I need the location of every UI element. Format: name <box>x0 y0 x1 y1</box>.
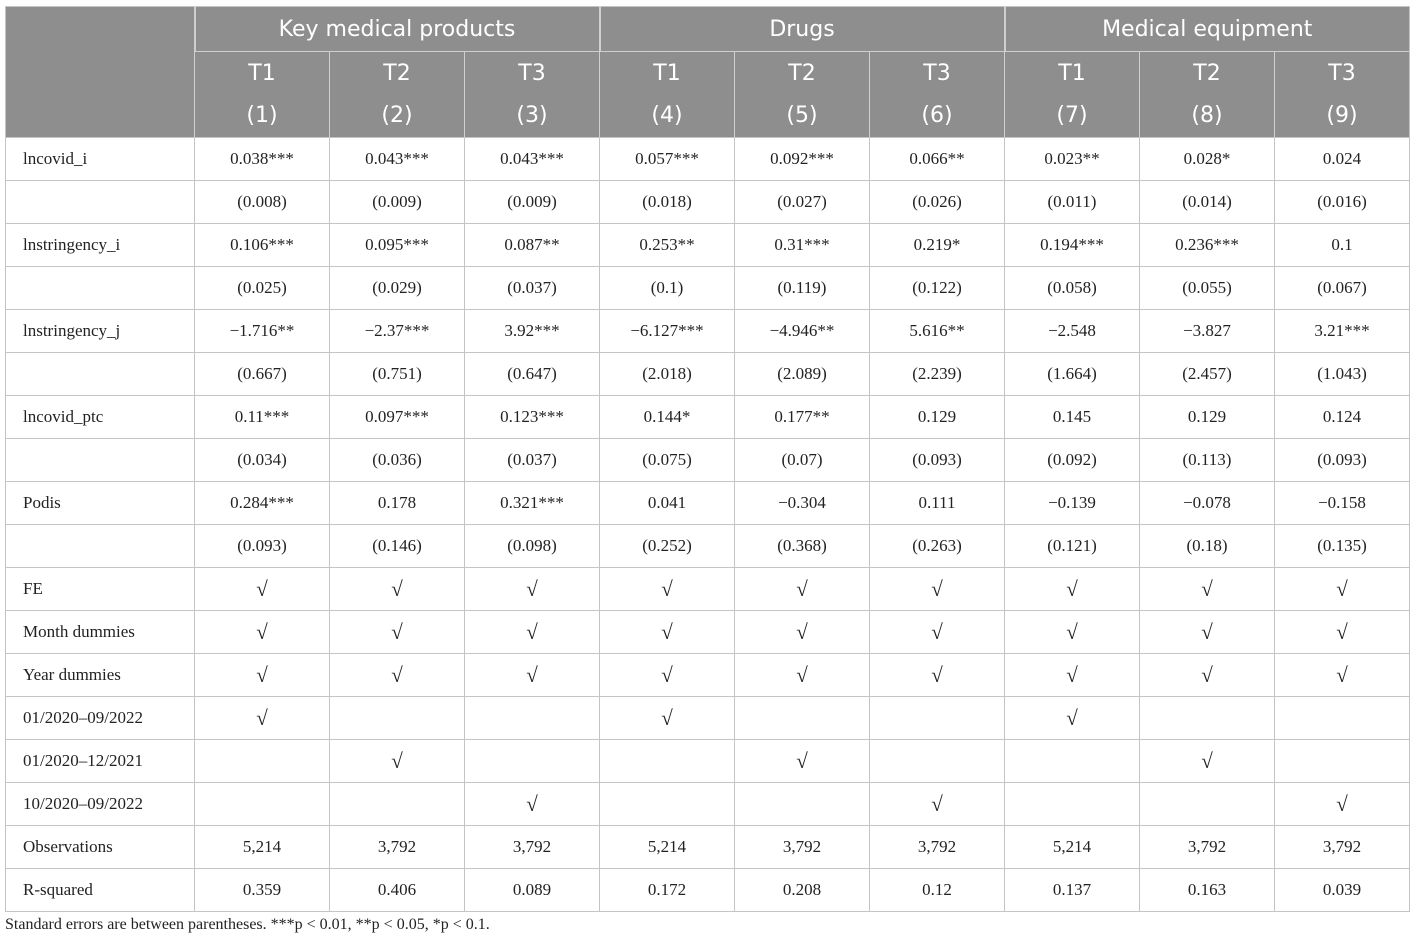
table-row <box>6 783 1410 826</box>
column-number-header-cell: (6) <box>870 94 1005 138</box>
column-number-header-cell: (1) <box>195 94 330 138</box>
value-cell: (0.011) <box>1005 181 1140 224</box>
row-label <box>6 353 195 396</box>
check-mark-cell: √ <box>195 697 330 740</box>
regression-table <box>5 6 1410 912</box>
value-cell: 5.616** <box>870 310 1005 353</box>
check-mark-cell <box>465 740 600 783</box>
value-cell: 3,792 <box>1275 826 1410 869</box>
value-cell: (0.113) <box>1140 439 1275 482</box>
check-mark-cell: √ <box>600 611 735 654</box>
value-cell: −0.078 <box>1140 482 1275 525</box>
column-number-header-cell: (2) <box>330 94 465 138</box>
check-mark-cell: √ <box>330 611 465 654</box>
header-corner-cell <box>6 7 195 52</box>
value-cell: −4.946** <box>735 310 870 353</box>
row-label: lncovid_ptc <box>6 396 195 439</box>
value-cell: 0.172 <box>600 869 735 912</box>
value-cell: −2.548 <box>1005 310 1140 353</box>
value-cell: 0.111 <box>870 482 1005 525</box>
value-cell: 0.038*** <box>195 138 330 181</box>
value-cell: (0.037) <box>465 267 600 310</box>
value-cell: 0.321*** <box>465 482 600 525</box>
value-cell: 3,792 <box>1140 826 1275 869</box>
table-row <box>6 396 1410 439</box>
check-mark-cell: √ <box>1140 740 1275 783</box>
row-label: lnstringency_j <box>6 310 195 353</box>
value-cell: (0.036) <box>330 439 465 482</box>
check-mark-cell <box>465 697 600 740</box>
value-cell: 3,792 <box>465 826 600 869</box>
table-row <box>6 224 1410 267</box>
table-row <box>6 138 1410 181</box>
column-number-header-cell: (5) <box>735 94 870 138</box>
value-cell: (0.027) <box>735 181 870 224</box>
check-mark-cell: √ <box>465 654 600 697</box>
value-cell: −0.304 <box>735 482 870 525</box>
value-cell: 5,214 <box>1005 826 1140 869</box>
value-cell: 0.194*** <box>1005 224 1140 267</box>
value-cell: (1.043) <box>1275 353 1410 396</box>
value-cell: (0.18) <box>1140 525 1275 568</box>
value-cell: 0.145 <box>1005 396 1140 439</box>
value-cell: 0.12 <box>870 869 1005 912</box>
table-row <box>6 482 1410 525</box>
table-row <box>6 869 1410 912</box>
table-row <box>6 611 1410 654</box>
value-cell: 0.253** <box>600 224 735 267</box>
check-mark-cell: √ <box>195 568 330 611</box>
value-cell: (0.018) <box>600 181 735 224</box>
regression-table-container <box>5 6 1409 912</box>
value-cell: (0.093) <box>1275 439 1410 482</box>
column-number-header-cell: (7) <box>1005 94 1140 138</box>
row-label: 01/2020–09/2022 <box>6 697 195 740</box>
table-row <box>6 826 1410 869</box>
check-mark-cell <box>195 740 330 783</box>
value-cell: 0.144* <box>600 396 735 439</box>
value-cell: (1.664) <box>1005 353 1140 396</box>
value-cell: 0.359 <box>195 869 330 912</box>
value-cell: (0.252) <box>600 525 735 568</box>
check-mark-cell <box>870 740 1005 783</box>
row-label <box>6 525 195 568</box>
check-mark-cell <box>1275 697 1410 740</box>
value-cell: 0.057*** <box>600 138 735 181</box>
value-cell: 5,214 <box>600 826 735 869</box>
value-cell: (0.026) <box>870 181 1005 224</box>
value-cell: 0.097*** <box>330 396 465 439</box>
value-cell: (0.014) <box>1140 181 1275 224</box>
value-cell: 0.137 <box>1005 869 1140 912</box>
value-cell: 0.11*** <box>195 396 330 439</box>
row-label: Year dummies <box>6 654 195 697</box>
check-mark-cell: √ <box>465 568 600 611</box>
check-mark-cell <box>600 783 735 826</box>
value-cell: (0.067) <box>1275 267 1410 310</box>
value-cell: (2.018) <box>600 353 735 396</box>
value-cell: 0.31*** <box>735 224 870 267</box>
header-corner-cell <box>6 94 195 138</box>
table-row-standard-errors <box>6 267 1410 310</box>
value-cell: 0.219* <box>870 224 1005 267</box>
check-mark-cell <box>195 783 330 826</box>
check-mark-cell: √ <box>870 611 1005 654</box>
column-number-header-cell: (3) <box>465 94 600 138</box>
check-mark-cell: √ <box>1005 611 1140 654</box>
check-mark-cell: √ <box>1140 654 1275 697</box>
period-header-cell: T1 <box>600 52 735 95</box>
row-label: 10/2020–09/2022 <box>6 783 195 826</box>
value-cell: 5,214 <box>195 826 330 869</box>
check-mark-cell: √ <box>1275 783 1410 826</box>
value-cell: (0.009) <box>465 181 600 224</box>
value-cell: 0.095*** <box>330 224 465 267</box>
value-cell: (0.146) <box>330 525 465 568</box>
check-mark-cell: √ <box>1275 611 1410 654</box>
period-header-cell: T3 <box>465 52 600 95</box>
value-cell: (2.089) <box>735 353 870 396</box>
value-cell: 0.089 <box>465 869 600 912</box>
check-mark-cell: √ <box>870 568 1005 611</box>
value-cell: 0.236*** <box>1140 224 1275 267</box>
header-group-row <box>6 7 1410 52</box>
value-cell: 0.406 <box>330 869 465 912</box>
value-cell: (0.008) <box>195 181 330 224</box>
check-mark-cell <box>330 783 465 826</box>
value-cell: (0.135) <box>1275 525 1410 568</box>
value-cell: 0.284*** <box>195 482 330 525</box>
value-cell: 0.039 <box>1275 869 1410 912</box>
check-mark-cell: √ <box>735 654 870 697</box>
row-label: Podis <box>6 482 195 525</box>
check-mark-cell: √ <box>330 568 465 611</box>
header-period-row <box>6 52 1410 95</box>
value-cell: (0.025) <box>195 267 330 310</box>
check-mark-cell <box>330 697 465 740</box>
value-cell: −3.827 <box>1140 310 1275 353</box>
value-cell: (0.075) <box>600 439 735 482</box>
check-mark-cell: √ <box>735 740 870 783</box>
value-cell: (0.07) <box>735 439 870 482</box>
value-cell: (0.121) <box>1005 525 1140 568</box>
check-mark-cell <box>735 697 870 740</box>
value-cell: (0.119) <box>735 267 870 310</box>
check-mark-cell <box>1005 783 1140 826</box>
value-cell: 3.21*** <box>1275 310 1410 353</box>
period-header-cell: T2 <box>1140 52 1275 95</box>
check-mark-cell: √ <box>1275 654 1410 697</box>
value-cell: (0.093) <box>195 525 330 568</box>
check-mark-cell <box>1005 740 1140 783</box>
check-mark-cell: √ <box>600 697 735 740</box>
column-number-header-cell: (4) <box>600 94 735 138</box>
value-cell: −0.139 <box>1005 482 1140 525</box>
row-label: R-squared <box>6 869 195 912</box>
row-label: lncovid_i <box>6 138 195 181</box>
value-cell: 0.028* <box>1140 138 1275 181</box>
value-cell: 0.129 <box>1140 396 1275 439</box>
check-mark-cell <box>600 740 735 783</box>
value-cell: 0.124 <box>1275 396 1410 439</box>
table-row <box>6 654 1410 697</box>
group-header-key-medical-products: Key medical products <box>195 7 600 52</box>
value-cell: (0.034) <box>195 439 330 482</box>
table-row-standard-errors <box>6 439 1410 482</box>
check-mark-cell: √ <box>735 611 870 654</box>
value-cell: 3,792 <box>870 826 1005 869</box>
value-cell: (0.093) <box>870 439 1005 482</box>
value-cell: (0.368) <box>735 525 870 568</box>
column-number-header-cell: (8) <box>1140 94 1275 138</box>
value-cell: 3.92*** <box>465 310 600 353</box>
header-corner-cell <box>6 52 195 95</box>
table-row <box>6 740 1410 783</box>
row-label <box>6 439 195 482</box>
check-mark-cell: √ <box>195 654 330 697</box>
row-label <box>6 267 195 310</box>
value-cell: 0.177** <box>735 396 870 439</box>
value-cell: (0.037) <box>465 439 600 482</box>
row-label: 01/2020–12/2021 <box>6 740 195 783</box>
period-header-cell: T1 <box>195 52 330 95</box>
value-cell: (0.092) <box>1005 439 1140 482</box>
value-cell: (0.122) <box>870 267 1005 310</box>
check-mark-cell: √ <box>465 783 600 826</box>
group-header-drugs: Drugs <box>600 7 1005 52</box>
check-mark-cell: √ <box>1005 697 1140 740</box>
check-mark-cell: √ <box>465 611 600 654</box>
period-header-cell: T2 <box>330 52 465 95</box>
value-cell: (2.457) <box>1140 353 1275 396</box>
value-cell: (0.098) <box>465 525 600 568</box>
row-label <box>6 181 195 224</box>
value-cell: (2.239) <box>870 353 1005 396</box>
check-mark-cell: √ <box>735 568 870 611</box>
check-mark-cell: √ <box>1140 568 1275 611</box>
value-cell: 3,792 <box>735 826 870 869</box>
value-cell: (0.055) <box>1140 267 1275 310</box>
period-header-cell: T3 <box>870 52 1005 95</box>
check-mark-cell: √ <box>1005 568 1140 611</box>
check-mark-cell: √ <box>195 611 330 654</box>
row-label: FE <box>6 568 195 611</box>
check-mark-cell: √ <box>870 654 1005 697</box>
value-cell: 0.043*** <box>330 138 465 181</box>
value-cell: (0.058) <box>1005 267 1140 310</box>
value-cell: (0.1) <box>600 267 735 310</box>
value-cell: (0.751) <box>330 353 465 396</box>
value-cell: 0.123*** <box>465 396 600 439</box>
value-cell: (0.647) <box>465 353 600 396</box>
row-label: lnstringency_i <box>6 224 195 267</box>
group-header-medical-equipment: Medical equipment <box>1005 7 1410 52</box>
check-mark-cell: √ <box>600 568 735 611</box>
value-cell: 0.178 <box>330 482 465 525</box>
table-row <box>6 568 1410 611</box>
check-mark-cell: √ <box>1275 568 1410 611</box>
table-row-standard-errors <box>6 525 1410 568</box>
check-mark-cell: √ <box>870 783 1005 826</box>
table-row <box>6 310 1410 353</box>
row-label: Observations <box>6 826 195 869</box>
check-mark-cell <box>1140 783 1275 826</box>
period-header-cell: T2 <box>735 52 870 95</box>
value-cell: (0.263) <box>870 525 1005 568</box>
value-cell: 0.066** <box>870 138 1005 181</box>
value-cell: (0.667) <box>195 353 330 396</box>
table-row-standard-errors <box>6 353 1410 396</box>
value-cell: 0.041 <box>600 482 735 525</box>
table-row <box>6 697 1410 740</box>
value-cell: (0.016) <box>1275 181 1410 224</box>
value-cell: −6.127*** <box>600 310 735 353</box>
period-header-cell: T1 <box>1005 52 1140 95</box>
row-label: Month dummies <box>6 611 195 654</box>
value-cell: (0.009) <box>330 181 465 224</box>
column-number-header-cell: (9) <box>1275 94 1410 138</box>
value-cell: 0.208 <box>735 869 870 912</box>
check-mark-cell <box>1140 697 1275 740</box>
table-footnote: Standard errors are between parentheses. ***p < 0.01, **p < 0.05, *p < 0.1. <box>5 916 490 933</box>
header-column-number-row <box>6 94 1410 138</box>
check-mark-cell <box>1275 740 1410 783</box>
value-cell: 0.1 <box>1275 224 1410 267</box>
value-cell: 0.043*** <box>465 138 600 181</box>
value-cell: −1.716** <box>195 310 330 353</box>
check-mark-cell: √ <box>1005 654 1140 697</box>
value-cell: 0.092*** <box>735 138 870 181</box>
value-cell: 0.106*** <box>195 224 330 267</box>
value-cell: 0.087** <box>465 224 600 267</box>
period-header-cell: T3 <box>1275 52 1410 95</box>
value-cell: (0.029) <box>330 267 465 310</box>
value-cell: 0.163 <box>1140 869 1275 912</box>
check-mark-cell <box>870 697 1005 740</box>
table-body <box>6 138 1410 912</box>
value-cell: 0.129 <box>870 396 1005 439</box>
check-mark-cell: √ <box>600 654 735 697</box>
table-row-standard-errors <box>6 181 1410 224</box>
value-cell: −2.37*** <box>330 310 465 353</box>
value-cell: 0.023** <box>1005 138 1140 181</box>
value-cell: −0.158 <box>1275 482 1410 525</box>
table-header <box>6 7 1410 138</box>
check-mark-cell: √ <box>1140 611 1275 654</box>
check-mark-cell: √ <box>330 740 465 783</box>
value-cell: 0.024 <box>1275 138 1410 181</box>
check-mark-cell: √ <box>330 654 465 697</box>
check-mark-cell <box>735 783 870 826</box>
value-cell: 3,792 <box>330 826 465 869</box>
